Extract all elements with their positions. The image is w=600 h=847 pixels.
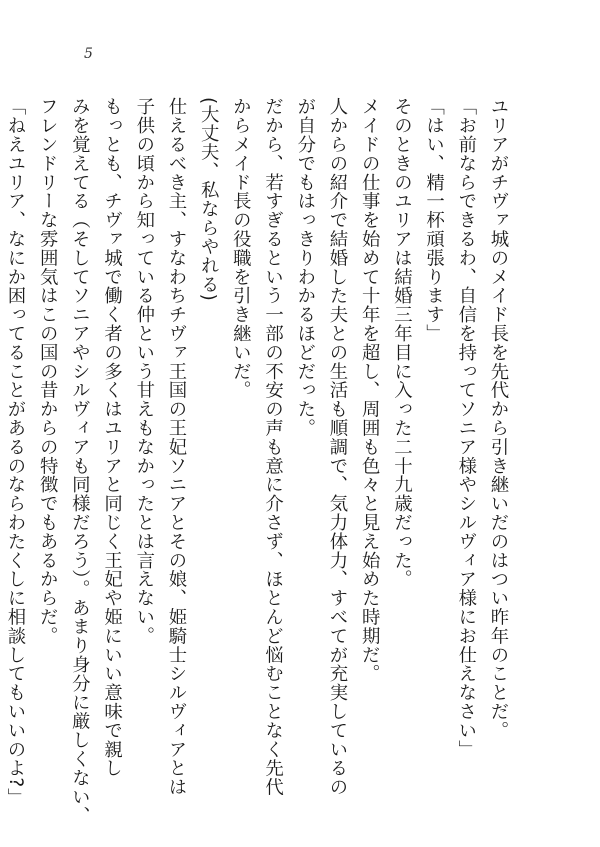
text-line: そのときのユリアは結婚三年目に入った二十九歳だった。	[391, 97, 413, 589]
text-line: フレンドリーな雰囲気はこの国の昔からの特徴でもあるからだ。	[37, 97, 59, 646]
page-number: 5	[84, 46, 93, 62]
text-line: (大丈夫、私ならやれる)	[198, 97, 220, 302]
text-line: 「お前ならできるわ、自信を持ってソニア様やシルヴィア様にお仕えなさい」	[455, 97, 477, 759]
text-line: 仕えるべき主、すなわちチヴァ王国の王妃ソニアとその娘、姫騎士シルヴィアとは	[165, 97, 187, 797]
text-line: みを覚えてる（そしてソニアやシルヴィアも同様だろう）。あまり身分に厳しくない、	[69, 97, 91, 825]
text-line: だから、若すぎるという一部の不安の声も意に介さず、ほとんど悩むことなく先代	[262, 97, 284, 797]
text-line: が自分でもはっきりわかるほどだった。	[294, 97, 316, 438]
text-line: 子供の頃から知っている仲という甘えもなかったとは言えない。	[133, 97, 155, 646]
text-line: ユリアがチヴァ城のメイド長を先代から引き継いだのはつい昨年のことだ。	[488, 97, 509, 740]
text-line: からメイド長の役職を引き継いだ。	[230, 97, 252, 400]
text-line: メイドの仕事を始めて十年を超し、周囲も色々と見え始めた時期だ。	[359, 97, 381, 683]
text-line: 人からの紹介で結婚した夫との生活も順調で、気力体力、すべてが充実しているの	[326, 97, 348, 797]
text-line: 「ねえユリア、なにか困ってることがあるのならわたくしに相談してもいいのよ?」	[4, 97, 26, 807]
body-text	[0, 97, 514, 825]
text-line: 「はい、精一杯頑張ります」	[423, 97, 445, 343]
text-line: もっとも、チヴァ城で働く者の多くはユリアと同じく王妃や姫にいい意味で親し	[101, 97, 123, 778]
